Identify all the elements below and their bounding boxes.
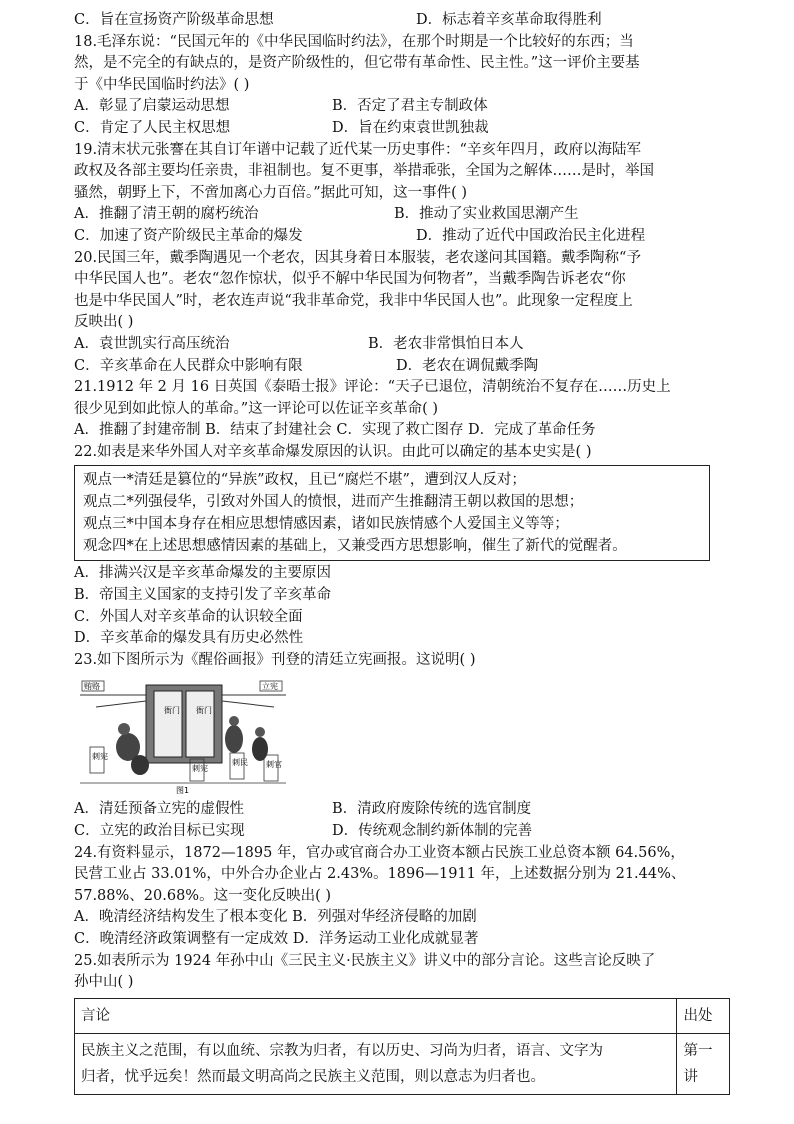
question-22-stem: 22.如表是来华外国人对辛亥革命爆发原因的认识。由此可以确定的基本史实是( ) [74, 443, 592, 460]
q23-options-ab [74, 799, 730, 821]
option-c: C．肯定了人民主权思想 [74, 119, 231, 136]
source-line-1: 第一 [683, 1042, 713, 1059]
option-b: B．清政府废除传统的选官制度 [332, 801, 532, 818]
table-header-row [75, 998, 730, 1033]
viewpoint-1: 观点一*清廷是篡位的“异族”政权，且已“腐烂不堪”，遭到汉人反对； [83, 472, 526, 489]
statement-cell [75, 1033, 677, 1094]
option-b: B．推动了实业救国思潮产生 [394, 206, 579, 223]
question-21-stem: 21.1912 年 2 月 16 日英国《泰晤士报》评论：“天子已退位，清朝统治不复存在……历史上 [74, 379, 671, 396]
q20-options-ab [74, 334, 730, 356]
viewpoint-4: 观念四*在上述思想感情因素的基础上，又兼受西方思想影响，催生了新代的觉醒者。 [83, 538, 627, 555]
option-b: B．否定了君主专制政体 [332, 98, 488, 115]
option-a: A．推翻了清王朝的腐朽统治 [74, 206, 259, 223]
header-statement: 言论 [75, 998, 677, 1033]
option-b: B．帝国主义国家的支持引发了辛亥革命 [74, 587, 332, 604]
option-c: C．外国人对辛亥革命的认识较全面 [74, 608, 303, 625]
q19-options-cd [74, 226, 730, 248]
option-a: A．清廷预备立宪的虚假性 [74, 801, 244, 818]
question-21-stem-2: 很少见到如此惊人的革命。”这一评论可以佐证辛亥革命( ) [74, 400, 439, 417]
q22-viewpoints-box [74, 465, 710, 561]
q17-options-cd [74, 10, 730, 32]
statement-line-1: 民族主义之范围，有以血统、宗教为归者，有以历史、习尚为归者，语言、文字为 [81, 1042, 603, 1059]
option-a: A．袁世凯实行高压统治 [74, 335, 230, 352]
option-d: D．旨在约束袁世凯独裁 [332, 119, 489, 136]
q19-options-ab [74, 204, 730, 226]
option-c: C．辛亥革命在人民群众中影响有限 [74, 357, 303, 374]
option-c: C．立宪的政治目标已实现 [74, 823, 245, 840]
q18-options-cd [74, 118, 730, 140]
question-19-stem-3: 骚然，朝野上下，不啻加离心力百倍。”据此可知，这一事件( ) [74, 184, 468, 201]
question-20-stem-2: 中华民国人也”。老农“忽作惊状，似乎不解中华民国为何物者”，当戴季陶告诉老农“你 [74, 271, 626, 288]
label-2: 刺民 [232, 758, 248, 768]
q18-options-ab [74, 96, 730, 118]
q20-options-cd [74, 356, 730, 378]
option-d: D．辛亥革命的爆发具有历史必然性 [74, 630, 304, 647]
viewpoint-2: 观点二*列强侵华，引致对外国人的愤恨，进而产生推翻清王朝以救国的思想； [83, 494, 584, 511]
question-20-stem: 20.民国三年，戴季陶遇见一个老农，因其身着日本服装，老农遂问其国籍。戴季陶称“予 [74, 249, 641, 266]
q24-options-cd: C．晚清经济政策调整有一定成效 D．洋务运动工业化成就显著 [74, 931, 479, 947]
source-line-2: 讲 [683, 1068, 698, 1085]
option-b: B．老农非常惧怕日本人 [368, 335, 524, 352]
label-4: 刺官 [266, 760, 282, 770]
source-cell [677, 1033, 730, 1094]
header-source: 出处 [677, 998, 730, 1033]
door-plaque-right: 衙门 [196, 706, 212, 716]
cartoon-illustration [80, 677, 286, 795]
question-18-stem-3: 于《中华民国临时约法》( ) [74, 76, 250, 93]
figure-caption: 图1 [176, 786, 190, 796]
option-d: D．标志着辛亥革命取得胜利 [416, 12, 602, 28]
label-3: 刺宪 [192, 764, 208, 774]
q25-table [74, 998, 730, 1095]
question-20-stem-3: 也是中华民国人”时，老农连声说“我非革命党，我非中华民国人也”。此现象一定程度上 [74, 292, 633, 309]
question-25-stem-2: 孙中山( ) [74, 974, 134, 991]
door-plaque-left: 衙门 [164, 706, 180, 716]
question-19-stem-2: 政权及各部主要均任亲贵，非祖制也。复不更事，举措乖张，全国为之解体……是时，举国 [74, 163, 654, 180]
option-d: D．老农在调侃戴季陶 [396, 357, 539, 374]
q21-options: A．推翻了封建帝制 B．结束了封建社会 C．实现了救亡图存 D．完成了革命任务 [74, 422, 596, 439]
option-d: D．推动了近代中国政治民主化进程 [416, 227, 646, 244]
question-23-stem: 23.如下图所示为《醒俗画报》刊登的清廷立宪画报。这说明( ) [74, 651, 476, 668]
question-24-stem-3: 57.88%、20.68%。这一变化反映出( ) [74, 887, 331, 904]
sign-constitution: 立宪 [262, 682, 278, 692]
q23-options-cd [74, 821, 730, 843]
option-a: A．彰显了启蒙运动思想 [74, 98, 230, 115]
option-c: C．加速了资产阶级民主革命的爆发 [74, 227, 303, 244]
question-20-stem-4: 反映出( ) [74, 314, 134, 331]
question-18-stem: 18.毛泽东说：“民国元年的《中华民国临时约法》，在那个时期是一个比较好的东西；当 [74, 33, 634, 50]
option-c: C．旨在宣扬资产阶级革命思想 [74, 12, 274, 28]
q24-options-ab: A．晚清经济结构发生了根本变化 B．列强对华经济侵略的加剧 [74, 909, 477, 926]
question-24-stem-2: 民营工业占 33.01%，中外合办企业占 2.43%。1896—1911 年，上述数据分别为 21.44%、 [74, 866, 686, 883]
cartoon-figure [80, 677, 730, 795]
sign-bribery: 贿赂 [84, 682, 100, 692]
question-24-stem: 24.有资料显示，1872—1895 年，官办或官商合办工业资本额占民族工业总资本额 64.56%， [74, 844, 685, 861]
table-row [75, 1033, 730, 1094]
question-19-stem: 19.清末状元张謇在其自订年谱中记载了近代某一历史事件：“辛亥年四月，政府以海陆军 [74, 141, 641, 158]
option-d: D．传统观念制约新体制的完善 [332, 823, 533, 840]
statement-line-2: 归者，忧乎远矣！然而最文明高尚之民族主义范围，则以意志为归者也。 [81, 1068, 545, 1085]
exam-page [74, 0, 730, 1095]
viewpoint-3: 观点三*中国本身存在相应思想情感因素，诸如民族情感个人爱国主义等等； [83, 516, 569, 533]
option-a: A．排满兴汉是辛亥革命爆发的主要原因 [74, 565, 331, 582]
question-18-stem-2: 然，是不完全的有缺点的，是资产阶级性的，但它带有革命性、民主性。”这一评价主要基 [74, 55, 640, 72]
label-1: 刺宪 [92, 752, 108, 762]
question-25-stem: 25.如表所示为 1924 年孙中山《三民主义·民族主义》讲义中的部分言论。这些言论反映了 [74, 952, 656, 969]
